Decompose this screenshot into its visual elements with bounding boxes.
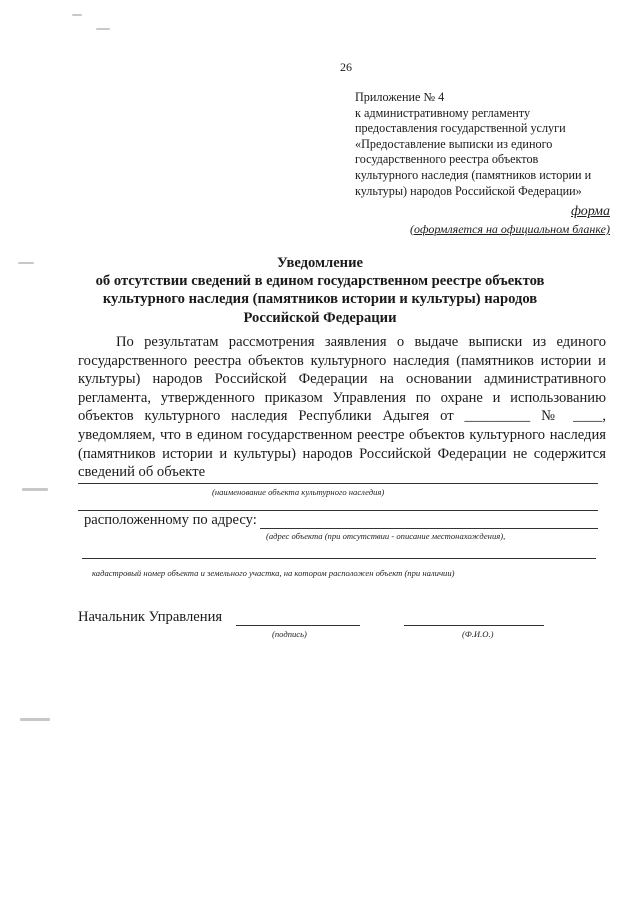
cadastral-caption: кадастровый номер объекта и земельного участка, на котором расположен объект (при наличии) bbox=[92, 568, 455, 578]
appendix-line: к административному регламенту bbox=[355, 105, 531, 120]
scan-speck bbox=[72, 14, 82, 16]
scan-speck bbox=[22, 488, 48, 491]
document-title bbox=[60, 254, 580, 327]
page-number: 26 bbox=[340, 60, 352, 74]
scan-speck bbox=[18, 262, 34, 264]
title-line: Российской Федерации bbox=[243, 309, 397, 326]
appendix-line: культуры) народов Российской Федерации» bbox=[355, 183, 582, 198]
signature-position: Начальник Управления bbox=[78, 609, 223, 625]
title-line: Уведомление bbox=[277, 255, 363, 271]
title-line: об отсутствии сведений в едином государственном реестре объектов bbox=[95, 273, 545, 290]
full-name-line bbox=[404, 625, 544, 626]
notice-paragraph bbox=[78, 333, 606, 482]
form-label: форма bbox=[571, 204, 610, 219]
object-name-line bbox=[78, 483, 598, 484]
form-note: (оформляется на официальном бланке) bbox=[410, 222, 610, 236]
signature-line bbox=[236, 625, 360, 626]
title-line: культурного наследия (памятников истории и культуры) народов bbox=[102, 291, 538, 308]
appendix-header bbox=[355, 90, 625, 199]
address-caption: (адрес объекта (при отсутствии - описание местонахождения), bbox=[266, 531, 506, 541]
cadastral-line bbox=[82, 558, 596, 559]
appendix-line: «Предоставление выписки из единого bbox=[355, 136, 553, 151]
appendix-line: государственного реестра объектов bbox=[355, 152, 539, 167]
scan-speck bbox=[96, 28, 110, 30]
appendix-line: культурного наследия (памятников истории и bbox=[355, 167, 592, 182]
appendix-line: предоставления государственной услуги bbox=[355, 121, 566, 136]
notice-text: По результатам рассмотрения заявления о выдаче выписки из единого государственного реестра объектов культурного наследия (памятников истории и культуры) народов Российской Федерации на основании административного регламента, утвержденного приказом Управления по охране и использованию объектов культурного наследия Республики Адыгея от _________ № ____, уведомляем, что в едином государственном реестре объектов культурного наследия (памятников истории и культуры) народов Российской Федерации не содержится сведений об объекте bbox=[78, 334, 606, 481]
full-name-caption: (Ф.И.О.) bbox=[462, 629, 494, 639]
appendix-line: Приложение № 4 bbox=[355, 90, 445, 104]
address-label: расположенному по адресу: bbox=[84, 512, 257, 528]
signature-caption: (подпись) bbox=[272, 629, 307, 639]
scan-speck bbox=[20, 718, 50, 721]
address-line bbox=[260, 528, 598, 529]
object-name-line-2 bbox=[78, 510, 598, 511]
object-name-caption: (наименование объекта культурного наследия) bbox=[212, 487, 385, 497]
